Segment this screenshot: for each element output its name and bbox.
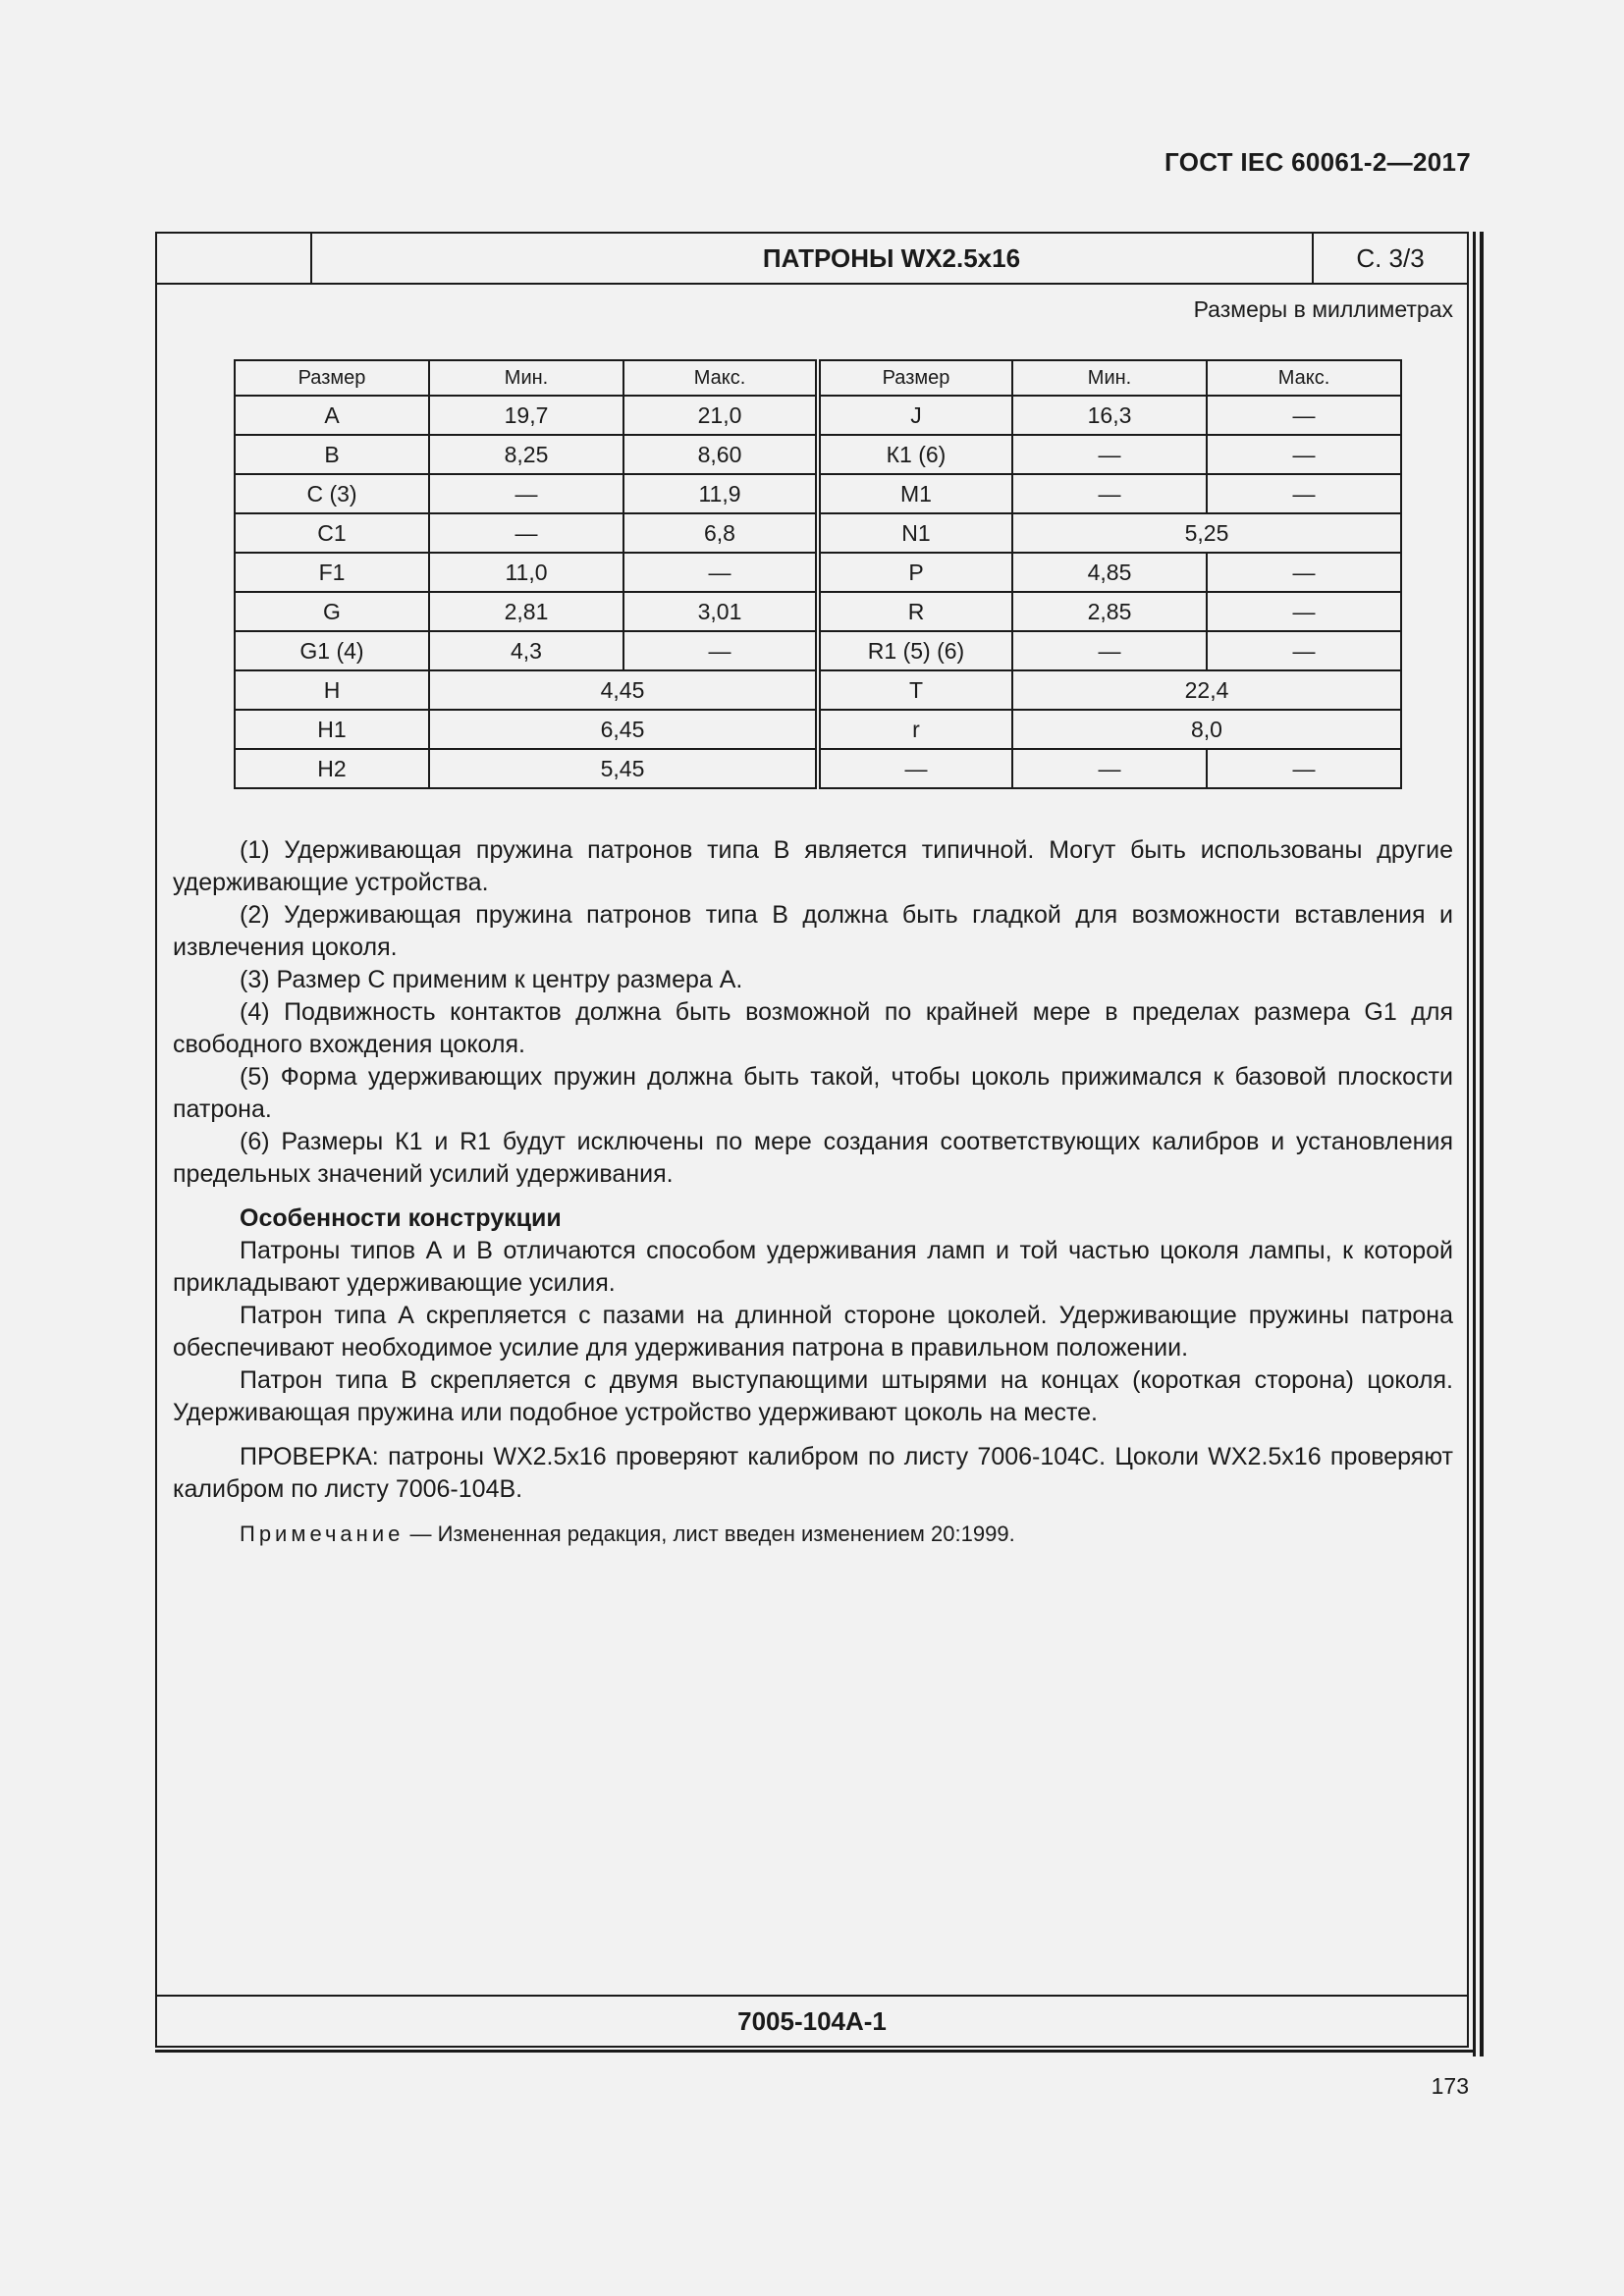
note-label: Примечание — [240, 1522, 405, 1546]
col-header: Макс. — [623, 360, 818, 396]
table-row — [235, 710, 1401, 749]
table-cell: С1 — [235, 513, 429, 553]
table-cell: — — [1012, 435, 1207, 474]
table-cell: — — [818, 749, 1012, 788]
table-cell: — — [623, 631, 818, 670]
table-cell: — — [1207, 749, 1401, 788]
table-cell: F1 — [235, 553, 429, 592]
table-cell: 16,3 — [1012, 396, 1207, 435]
table-cell: 6,45 — [429, 710, 818, 749]
note-paragraph — [173, 1518, 1453, 1550]
table-cell: — — [1207, 435, 1401, 474]
header-blank-cell — [157, 234, 312, 283]
table-cell: — — [1207, 592, 1401, 631]
table-cell: 8,0 — [1012, 710, 1401, 749]
page-number: 173 — [1431, 2073, 1469, 2099]
sheet-header — [157, 234, 1467, 285]
frame-edge-line — [1480, 232, 1484, 2056]
standard-designation: ГОСТ IEC 60061-2—2017 — [1164, 147, 1471, 177]
units-note: Размеры в миллиметрах — [1193, 296, 1453, 322]
table-cell: 6,8 — [623, 513, 818, 553]
table-row — [235, 396, 1401, 435]
table-row — [235, 592, 1401, 631]
body-text — [173, 834, 1453, 1550]
sheet-footer: 7005-104А-1 — [157, 1995, 1467, 2046]
footnote-3: (3) Размер С применим к центру размера А. — [240, 966, 743, 993]
footnote-4: (4) Подвижность контактов должна быть возможной по крайней мере в пределах размера G1 для свободного вхождения цоколя. — [173, 998, 1453, 1058]
table-cell: 11,0 — [429, 553, 623, 592]
table-row — [235, 631, 1401, 670]
table-cell: — — [1207, 631, 1401, 670]
footnote-1: (1) Удерживающая пружина патронов типа В является типичной. Могут быть использованы другие удерживающие устройства. — [173, 836, 1453, 896]
col-header: Макс. — [1207, 360, 1401, 396]
table-cell: 11,9 — [623, 474, 818, 513]
table-cell: С (3) — [235, 474, 429, 513]
footnote-2: (2) Удерживающая пружина патронов типа В должна быть гладкой для возможности вставления и извлечения цоколя. — [173, 901, 1453, 961]
check-paragraph: ПРОВЕРКА: патроны WX2.5x16 проверяют калибром по листу 7006-104С. Цоколи WX2.5x16 проверяют калибром по листу 7006-104В. — [173, 1443, 1453, 1503]
table-row — [235, 749, 1401, 788]
table-cell: 8,60 — [623, 435, 818, 474]
table-row — [235, 474, 1401, 513]
table-header-row — [235, 360, 1401, 396]
table-cell: 19,7 — [429, 396, 623, 435]
col-header: Размер — [818, 360, 1012, 396]
footnote-6: (6) Размеры К1 и R1 будут исключены по мере создания соответствующих калибров и установления предельных значений усилий удерживания. — [173, 1128, 1453, 1188]
table-cell: 3,01 — [623, 592, 818, 631]
note-text: — Измененная редакция, лист введен изменением 20:1999. — [404, 1522, 1015, 1546]
table-cell: 2,85 — [1012, 592, 1207, 631]
table-row — [235, 435, 1401, 474]
table-cell: N1 — [818, 513, 1012, 553]
section-heading: Особенности конструкции — [240, 1204, 562, 1232]
table-cell: G1 (4) — [235, 631, 429, 670]
table-cell: 4,3 — [429, 631, 623, 670]
table-row — [235, 513, 1401, 553]
table-cell: 5,25 — [1012, 513, 1401, 553]
dimensions-table — [234, 359, 1402, 789]
table-cell: Н1 — [235, 710, 429, 749]
sheet-title: ПАТРОНЫ WX2.5x16 — [762, 243, 1021, 273]
table-cell: 8,25 — [429, 435, 623, 474]
table-cell: J — [818, 396, 1012, 435]
table-cell: А — [235, 396, 429, 435]
sheet-page: С. 3/3 — [1312, 234, 1467, 283]
frame-edge-line — [155, 2050, 1475, 2053]
table-cell: Н — [235, 670, 429, 710]
table-cell: — — [1207, 396, 1401, 435]
table-cell: Р — [818, 553, 1012, 592]
table-cell: R — [818, 592, 1012, 631]
table-cell: r — [818, 710, 1012, 749]
table-cell: — — [623, 553, 818, 592]
table-cell: — — [429, 513, 623, 553]
table-cell: — — [1012, 474, 1207, 513]
table-cell: 2,81 — [429, 592, 623, 631]
design-paragraph: Патрон типа А скрепляется с пазами на длинной стороне цоколей. Удерживающие пружины патрона обеспечивают необходимое усилие для удерживания патрона в правильном положении. — [173, 1302, 1453, 1362]
table-cell: G — [235, 592, 429, 631]
footnote-5: (5) Форма удерживающих пружин должна быть такой, чтобы цоколь прижимался к базовой плоскости патрона. — [173, 1063, 1453, 1123]
col-header: Мин. — [1012, 360, 1207, 396]
table-cell: К1 (6) — [818, 435, 1012, 474]
table-cell: — — [1012, 749, 1207, 788]
col-header: Размер — [235, 360, 429, 396]
table-row — [235, 553, 1401, 592]
table-cell: 22,4 — [1012, 670, 1401, 710]
table-cell: R1 (5) (6) — [818, 631, 1012, 670]
design-paragraph: Патрон типа В скрепляется с двумя выступающими штырями на концах (короткая сторона) цоколя. Удерживающая пружина или подобное устройство удерживают цоколь на месте. — [173, 1366, 1453, 1426]
table-row — [235, 670, 1401, 710]
table-cell: 21,0 — [623, 396, 818, 435]
table-cell: — — [1207, 553, 1401, 592]
table-cell: 5,45 — [429, 749, 818, 788]
col-header: Мин. — [429, 360, 623, 396]
table-cell: 4,85 — [1012, 553, 1207, 592]
frame-edge-line — [1473, 232, 1476, 2056]
design-paragraph: Патроны типов А и В отличаются способом удерживания ламп и той частью цоколя лампы, к которой прикладывают удерживающие усилия. — [173, 1237, 1453, 1297]
table-cell: — — [429, 474, 623, 513]
sheet-frame — [155, 232, 1469, 2048]
table-cell: Н2 — [235, 749, 429, 788]
table-cell: — — [1012, 631, 1207, 670]
table-cell: В — [235, 435, 429, 474]
table-cell: Т — [818, 670, 1012, 710]
table-cell: — — [1207, 474, 1401, 513]
table-cell: 4,45 — [429, 670, 818, 710]
table-cell: М1 — [818, 474, 1012, 513]
